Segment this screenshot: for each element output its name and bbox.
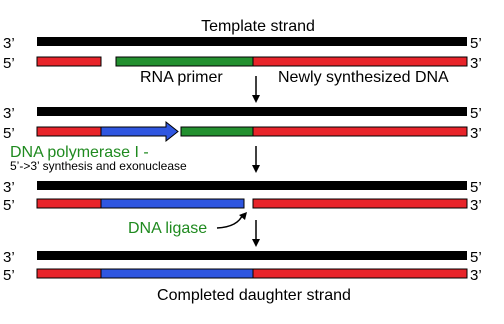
stage-3-template-5prime: 5’ <box>470 179 482 196</box>
stage-4-template-5prime: 5’ <box>470 249 482 266</box>
stage-1 <box>3 35 482 86</box>
stage-2-okazaki-fragment-left <box>37 127 101 136</box>
stage-4-daughter-5prime: 5’ <box>3 267 15 284</box>
stage-4-template-3prime: 3’ <box>3 249 15 266</box>
stage-1-daughter-5prime: 5’ <box>3 55 15 72</box>
stage-3-daughter-3prime: 3’ <box>470 197 482 214</box>
stage-1-template-strand <box>37 37 467 46</box>
stage-3-okazaki-fragment-left <box>37 199 101 208</box>
stage-3-newly-synthesized-dna <box>253 199 467 208</box>
stage-2-template-5prime: 5’ <box>470 105 482 122</box>
stage-4-template-strand <box>37 251 467 260</box>
stage-2-template-strand <box>37 107 467 116</box>
stage-2 <box>3 105 482 173</box>
arrow-1 <box>252 76 260 103</box>
stage-4-okazaki-fragment-left <box>37 269 101 278</box>
title: Template strand <box>201 18 315 35</box>
dna-ligase-pointer <box>217 214 243 228</box>
rna-primer-label: RNA primer <box>140 69 223 86</box>
stage-4 <box>3 249 482 304</box>
stage-4-newly-synthesized-dna <box>253 269 467 278</box>
stage-2-polymerase-arrow <box>101 122 178 141</box>
stage-3-polymerase-fill <box>101 199 244 208</box>
stage-4-polymerase-fill <box>101 269 253 278</box>
dna-polymerase-label: DNA polymerase I - <box>10 144 149 161</box>
stage-3-template-strand <box>37 181 467 190</box>
stage-4-daughter-3prime: 3’ <box>470 267 482 284</box>
arrow-3 <box>252 220 260 247</box>
stage-3 <box>3 179 482 237</box>
stage-1-template-3prime: 3’ <box>3 35 15 52</box>
completed-daughter-strand-label: Completed daughter strand <box>157 287 351 304</box>
stage-1-template-5prime: 5’ <box>470 35 482 52</box>
stage-1-daughter-3prime: 3’ <box>470 55 482 72</box>
stage-1-rna-primer <box>116 57 253 66</box>
arrow-2 <box>252 146 260 173</box>
stage-2-rna-primer-remaining <box>181 127 253 136</box>
stage-2-daughter-5prime: 5’ <box>3 125 15 142</box>
stage-2-daughter-3prime: 3’ <box>470 125 482 142</box>
dna-ligase-label: DNA ligase <box>128 220 208 237</box>
stage-2-template-3prime: 3’ <box>3 105 15 122</box>
stage-2-newly-synthesized-dna <box>253 127 467 136</box>
stage-3-template-3prime: 3’ <box>3 179 15 196</box>
dna-polymerase-sublabel: 5’->3’ synthesis and exonuclease <box>10 159 187 173</box>
stage-1-okazaki-fragment-left <box>37 57 101 66</box>
stage-1-newly-synthesized-dna <box>253 57 467 66</box>
stage-3-daughter-5prime: 5’ <box>3 197 15 214</box>
newly-synthesized-dna-label: Newly synthesized DNA <box>278 69 449 86</box>
